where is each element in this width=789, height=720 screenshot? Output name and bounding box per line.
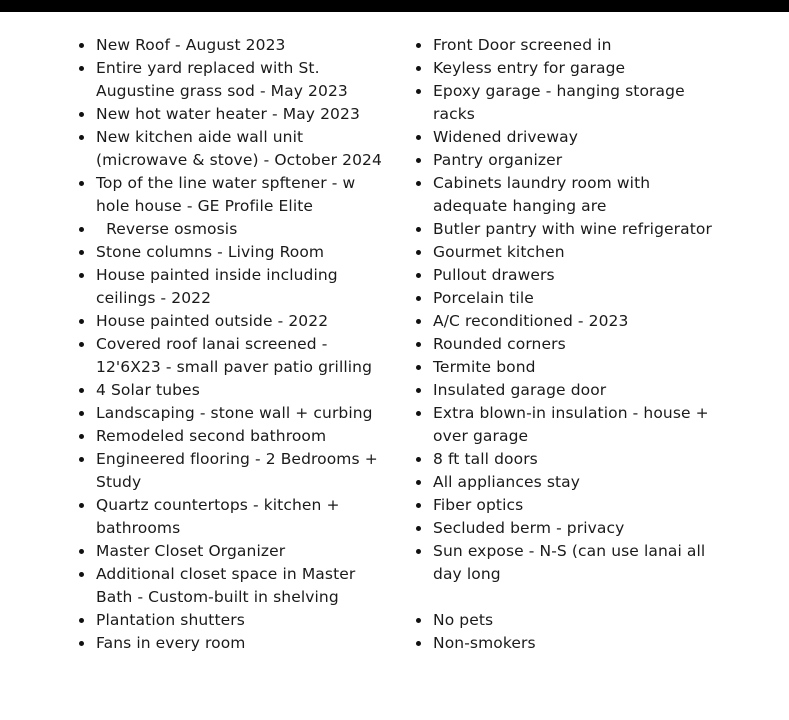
list-item: 8 ft tall doors: [415, 448, 725, 471]
list-item: No pets: [415, 609, 725, 632]
list-item: Fans in every room: [78, 632, 383, 655]
list-item: Plantation shutters: [78, 609, 383, 632]
list-item: Gourmet kitchen: [415, 241, 725, 264]
list-item: Rounded corners: [415, 333, 725, 356]
features-list-left: [78, 34, 383, 655]
list-item: New Roof - August 2023: [78, 34, 383, 57]
list-item: Cabinets laundry room with adequate hanging are: [415, 172, 725, 218]
list-item: New hot water heater - May 2023: [78, 103, 383, 126]
list-item: Engineered flooring - 2 Bedrooms + Study: [78, 448, 383, 494]
features-list-right: [415, 34, 725, 655]
list-item: Widened driveway: [415, 126, 725, 149]
list-item: Entire yard replaced with St. Augustine grass sod - May 2023: [78, 57, 383, 103]
top-black-bar: [0, 0, 789, 12]
list-item: House painted inside including ceilings - 2022: [78, 264, 383, 310]
list-item: Pantry organizer: [415, 149, 725, 172]
list-item: Non-smokers: [415, 632, 725, 655]
list-item: Reverse osmosis: [78, 218, 383, 241]
list-item: 4 Solar tubes: [78, 379, 383, 402]
list-item: A/C reconditioned - 2023: [415, 310, 725, 333]
list-item: Extra blown-in insulation - house + over garage: [415, 402, 725, 448]
list-item: Remodeled second bathroom: [78, 425, 383, 448]
list-item: Quartz countertops - kitchen + bathrooms: [78, 494, 383, 540]
list-item: Butler pantry with wine refrigerator: [415, 218, 725, 241]
list-item: Landscaping - stone wall + curbing: [78, 402, 383, 425]
list-item: Epoxy garage - hanging storage racks: [415, 80, 725, 126]
list-item: Additional closet space in Master Bath - Custom-built in shelving: [78, 563, 383, 609]
list-item: Sun expose - N-S (can use lanai all day long: [415, 540, 725, 586]
list-item: Pullout drawers: [415, 264, 725, 287]
list-item: Covered roof lanai screened - 12'6X23 - small paver patio grilling: [78, 333, 383, 379]
list-item: Termite bond: [415, 356, 725, 379]
list-item: Front Door screened in: [415, 34, 725, 57]
list-spacer: [415, 586, 725, 609]
list-item: Top of the line water spftener - w hole house - GE Profile Elite: [78, 172, 383, 218]
list-item: Fiber optics: [415, 494, 725, 517]
list-item: Stone columns - Living Room: [78, 241, 383, 264]
list-item: All appliances stay: [415, 471, 725, 494]
list-item: Secluded berm - privacy: [415, 517, 725, 540]
list-item: Master Closet Organizer: [78, 540, 383, 563]
list-item: House painted outside - 2022: [78, 310, 383, 333]
list-item: New kitchen aide wall unit (microwave & stove) - October 2024: [78, 126, 383, 172]
list-item: Keyless entry for garage: [415, 57, 725, 80]
list-item: Insulated garage door: [415, 379, 725, 402]
list-item: Porcelain tile: [415, 287, 725, 310]
